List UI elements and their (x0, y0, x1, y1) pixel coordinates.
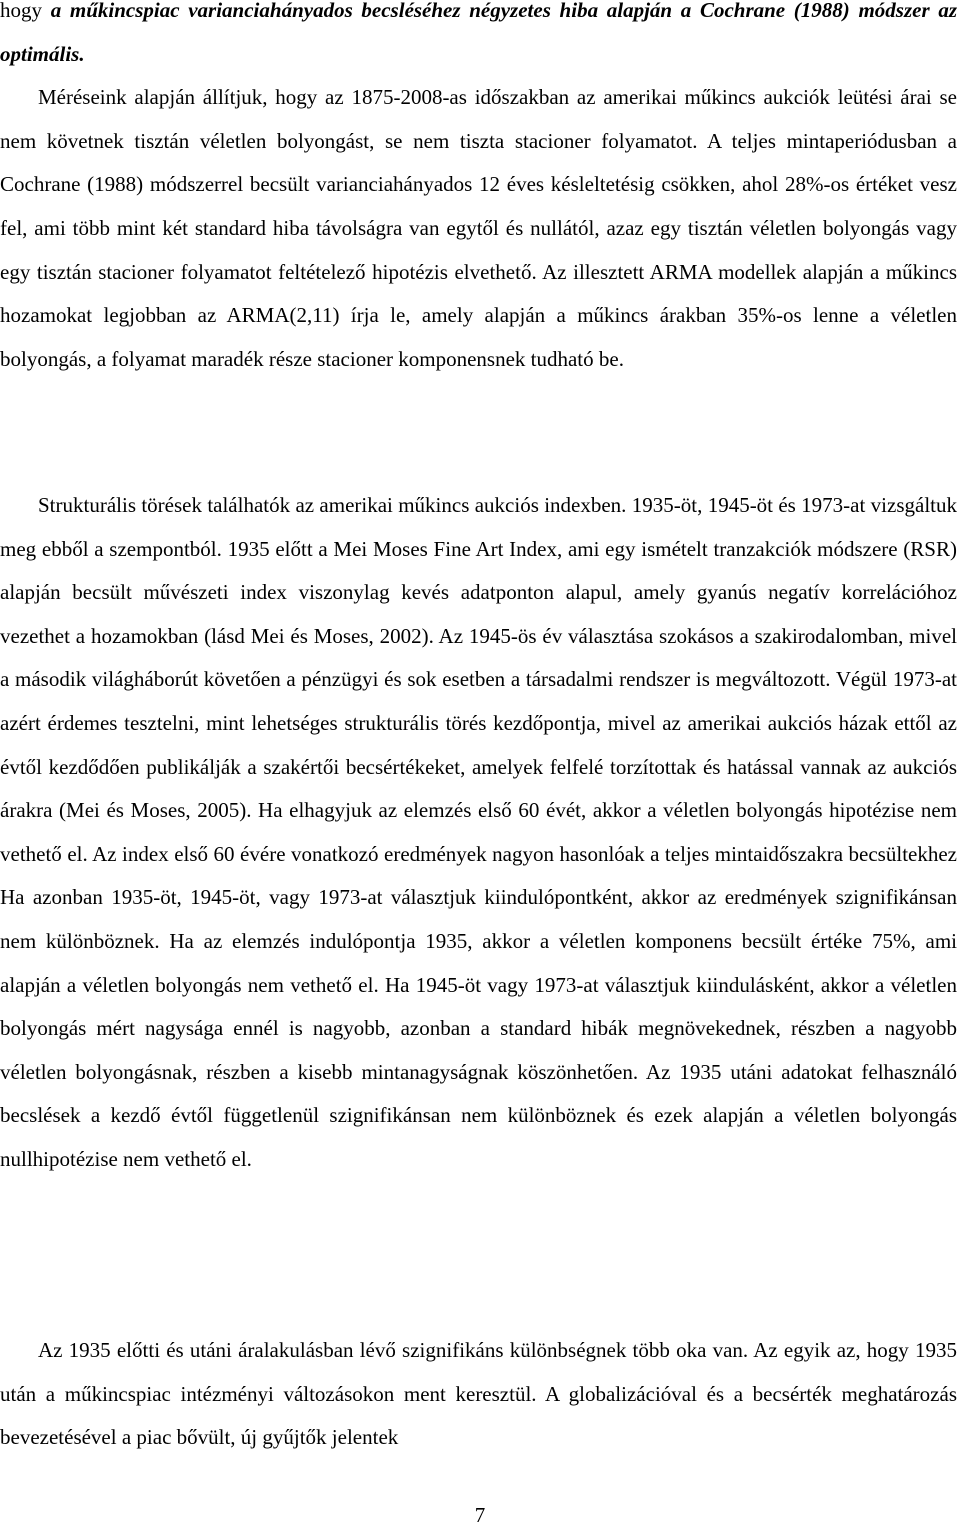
text-block-top (0, 0, 957, 381)
text-block-middle (0, 484, 957, 1182)
paragraph-1: Méréseink alapján állítjuk, hogy az 1875-2008-as időszakban az amerikai műkincs aukciók leütési árai se nem követnek tisztán véletlen bolyongást, se nem tiszta stacioner folyamatot. A teljes mintaperiódusban a Cochrane (1988) módszerrel becsült varianciahányados 12 éves késleltetésig csökken, ahol 28%-os értéket vesz fel, ami több mint két standard hiba távolságra van egytől és nullától, azaz egy tisztán véletlen bolyongás vagy egy tisztán stacioner folyamatot feltételező hipotézis elvethető. Az illesztett ARMA modellek alapján a műkincs hozamokat legjobban az ARMA(2,11) írja le, amely alapján a műkincs árakban 35%-os lenne a véletlen bolyongás, a folyamat maradék része stacioner komponensnek tudható be. (0, 85, 957, 371)
page-number: 7 (474, 1503, 486, 1527)
paragraph-2: Strukturális törések találhatók az amerikai műkincs aukciós indexben. 1935-öt, 1945-öt és 1973-at vizsgáltuk meg ebből a szempontból. 1935 előtt a Mei Moses Fine Art Index, ami egy ismételt tranzakciók módszere (RSR) alapján becsült művészeti index viszonylag kevés adatponton alapul, amely gyanús negatív korrelációhoz vezethet a hozamokban (lásd Mei és Moses, 2002). Az 1945-ös év választása szokásos a szakirodalomban, mivel a második világháborút követően a pénzügyi és sok esetben a társadalmi rendszer is megváltozott. Végül 1973-at azért érdemes tesztelni, mint lehetséges strukturális törés kezdőpontja, mivel az amerikai aukciós házak ettől az évtől kezdődően publikálják a szakértői becsértékeket, amelyek felfelé torzítottak és hatással vannak az aukciós árakra (Mei és Moses, 2005). Ha elhagyjuk az elemzés első 60 évét, akkor a véletlen bolyongás hipotézise nem vethető el. Az index első 60 évére vonatkozó eredmények nagyon hasonlóak a teljes mintaidőszakra becsültekhez Ha azonban 1935-öt, 1945-öt, vagy 1973-at választjuk kiindulópontként, akkor az eredmények szignifikánsan nem különböznek. Ha az elemzés indulópontja 1935, akkor a véletlen komponens becsült értéke 75%, ami alapján a véletlen bolyongás nem vethető el. Ha 1945-öt vagy 1973-at választjuk kiindulásként, akkor a véletlen bolyongás mért nagysága ennél is nagyobb, azonban a standard hibák megnövekednek, részben a nagyobb véletlen bolyongásnak, részben a kisebb mintanagyságnak köszönhetően. Az 1935 utáni adatokat felhasználó becslések a kezdő évtől függetlenül szignifikánsan nem különböznek és ezek alapján a véletlen bolyongás nullhipotézise nem vethető el. (0, 493, 957, 1171)
intro-line (0, 0, 957, 76)
text-block-bottom (0, 1329, 957, 1460)
intro-emphasis: a műkincspiac varianciahányados becsléséhez négyzetes hiba alapján a Cochrane (1988) módszer az optimális. (0, 0, 958, 66)
intro-plain: hogy (0, 0, 51, 22)
paragraph-3: Az 1935 előtti és utáni áralakulásban lévő szignifikáns különbségnek több oka van. Az egyik az, hogy 1935 után a műkincspiac intézményi változásokon ment keresztül. A globalizációval és a becsérték meghatározás bevezetésével a piac bővült, új gyűjtők jelentek (0, 1338, 957, 1450)
